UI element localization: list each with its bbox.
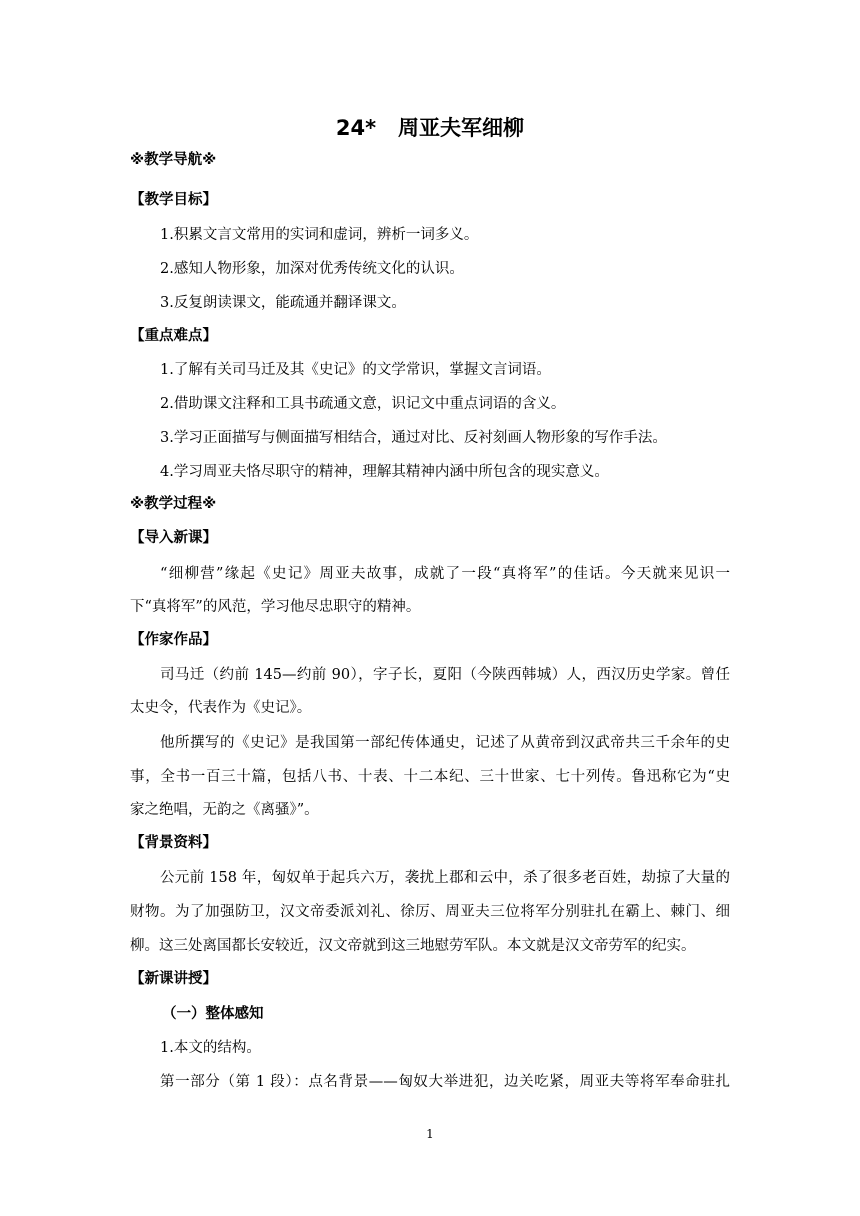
page-title: 24* 周亚夫军细柳 bbox=[335, 116, 525, 140]
lesson-heading: 【新课讲授】 bbox=[130, 971, 217, 987]
teaching-guide-heading: ※教学导航※ bbox=[130, 152, 217, 168]
intro-heading: 【导入新课】 bbox=[130, 530, 217, 546]
author-text-line: 司马迁（约前 145—约前 90），字子长，夏阳（今陕西韩城）人，西汉历史学家。曾任 bbox=[160, 667, 730, 683]
background-heading: 【背景资料】 bbox=[130, 835, 217, 851]
key-point-item: 2.借助课文注释和工具书疏通文意，识记文中重点词语的含义。 bbox=[160, 396, 566, 412]
key-point-item: 4.学习周亚夫恪尽职守的精神，理解其精神内涵中所包含的现实意义。 bbox=[160, 464, 609, 480]
objectives-heading: 【教学目标】 bbox=[130, 192, 217, 208]
page-number: 1 bbox=[426, 1127, 434, 1141]
objective-item: 1.积累文言文常用的实词和虚词，辨析一词多义。 bbox=[160, 227, 479, 243]
background-text-line: 柳。这三处离国都长安较近，汉文帝就到这三地慰劳军队。本文就是汉文帝劳军的纪实。 bbox=[130, 938, 696, 954]
author-text-line: 他所撰写的《史记》是我国第一部纪传体通史，记述了从黄帝到汉武帝共三千余年的史 bbox=[160, 735, 730, 751]
lesson-item: 1.本文的结构。 bbox=[160, 1040, 261, 1056]
author-text-line: 家之绝唱，无韵之《离骚》”。 bbox=[130, 802, 319, 818]
key-point-item: 1.了解有关司马迁及其《史记》的文学常识，掌握文言词语。 bbox=[160, 362, 551, 378]
background-text-line: 公元前 158 年，匈奴单于起兵六万，袭扰上郡和云中，杀了很多老百姓，劫掠了大量的 bbox=[160, 870, 730, 886]
key-point-item: 3.学习正面描写与侧面描写相结合，通过对比、反衬刻画人物形象的写作手法。 bbox=[160, 430, 667, 446]
teaching-process-heading: ※教学过程※ bbox=[130, 496, 217, 512]
intro-text-line: “细柳营”缘起《史记》周亚夫故事，成就了一段“真将军”的佳话。今天就来见识一 bbox=[160, 566, 730, 582]
lesson-text-line: 第一部分（第 1 段）：点名背景——匈奴大举进犯，边关吃紧，周亚夫等将军奉命驻扎 bbox=[160, 1074, 730, 1090]
overall-perception-subheading: （一）整体感知 bbox=[162, 1006, 264, 1022]
key-points-heading: 【重点难点】 bbox=[130, 328, 217, 344]
background-text-line: 财物。为了加强防卫，汉文帝委派刘礼、徐厉、周亚夫三位将军分别驻扎在霸上、棘门、细 bbox=[130, 904, 730, 920]
author-text-line: 事，全书一百三十篇，包括八书、十表、十二本纪、三十世家、七十列传。鲁迅称它为“史 bbox=[130, 769, 730, 785]
intro-text-line: 下“真将军”的风范，学习他尽忠职守的精神。 bbox=[130, 599, 421, 615]
author-text-line: 太史令，代表作为《史记》。 bbox=[130, 700, 312, 716]
objective-item: 2.感知人物形象，加深对优秀传统文化的认识。 bbox=[160, 261, 464, 277]
author-heading: 【作家作品】 bbox=[130, 632, 217, 648]
objective-item: 3.反复朗读课文，能疏通并翻译课文。 bbox=[160, 295, 406, 311]
